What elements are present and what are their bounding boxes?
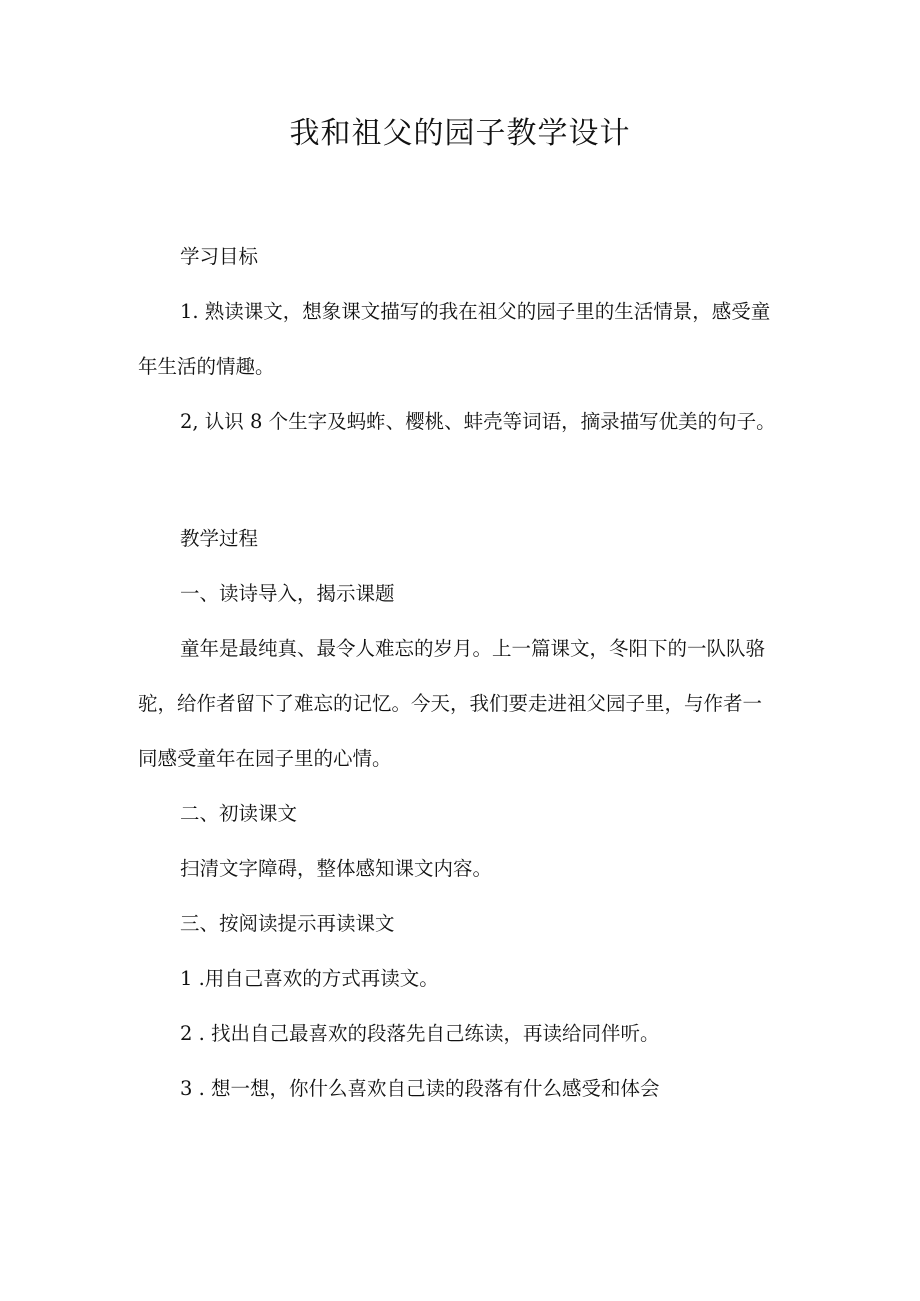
document-title: 我和祖父的园子教学设计 [289, 116, 631, 151]
step-heading-3: 三、按阅读提示再读课文 [180, 912, 395, 935]
document-body-part-2 [138, 511, 778, 786]
reading-task-2: 2 . 找出自己最喜欢的段落先自己练读，再读给同伴听。 [180, 1022, 660, 1045]
document-body-part-1 [138, 229, 778, 449]
step-heading-2: 二、初读课文 [180, 802, 298, 825]
goal-item-1: 1. 熟读课文，想象课文描写的我在祖父的园子里的生活情景，感受童年生活的情趣。 [138, 300, 771, 378]
section-heading-process: 教学过程 [180, 527, 259, 550]
intro-paragraph: 童年是最纯真、最令人难忘的岁月。上一篇课文，冬阳下的一队队骆驼，给作者留下了难忘的记忆。今天，我们要走进祖父园子里，与作者一同感受童年在园子里的心情。 [138, 637, 766, 770]
reading-task-3: 3 . 想一想，你什么喜欢自己读的段落有什么感受和体会 [180, 1077, 660, 1100]
document-body-part-3 [138, 786, 778, 1116]
step-heading-1: 一、读诗导入，揭示课题 [180, 582, 395, 605]
section-heading-goals: 学习目标 [180, 245, 259, 268]
reading-task-1: 1 .用自己喜欢的方式再读文。 [180, 967, 439, 990]
step-2-content: 扫清文字障碍，整体感知课文内容。 [180, 857, 493, 880]
goal-item-2: 2, 认识 8 个生字及蚂蚱、樱桃、蚌壳等词语，摘录描写优美的句子。 [180, 410, 776, 433]
